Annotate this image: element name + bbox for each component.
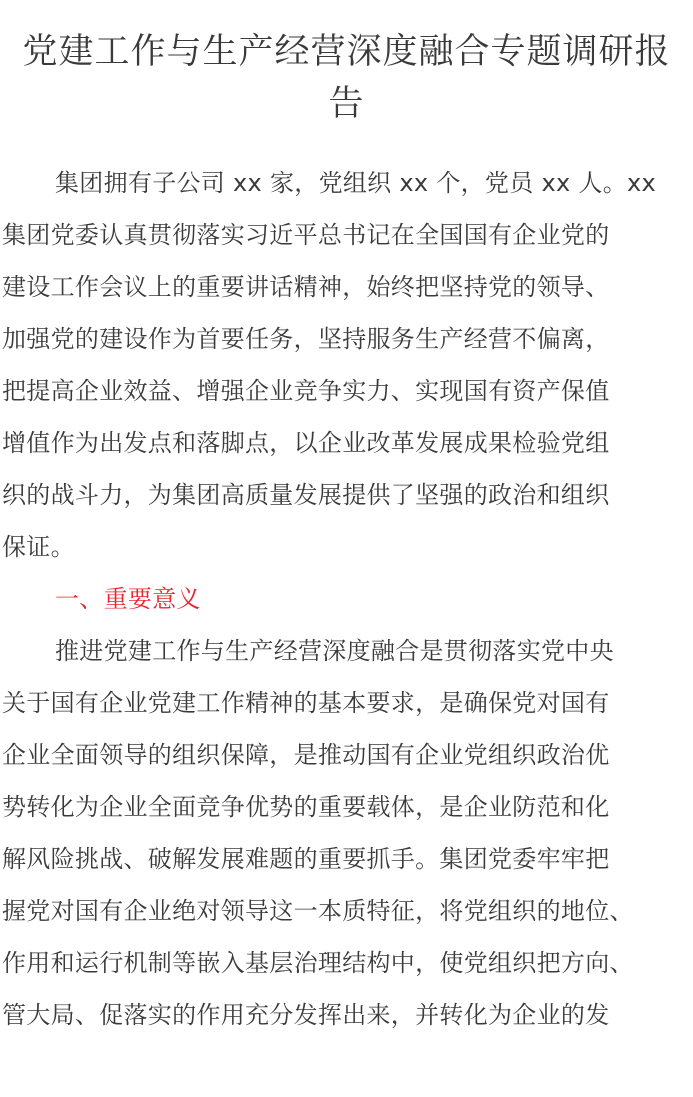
paragraph-line: 加强党的建设作为首要任务，坚持服务生产经营不偏离， <box>2 325 610 353</box>
paragraph-line: 集团党委认真贯彻落实习近平总书记在全国国有企业党的 <box>2 221 610 249</box>
paragraph-line: 关于国有企业党建工作精神的基本要求，是确保党对国有 <box>2 689 610 717</box>
title-line: 党建工作与生产经营深度融合专题调研报 <box>22 32 671 72</box>
paragraph-line: 解风险挑战、破解发展难题的重要抓手。集团党委牢牢把 <box>2 845 610 873</box>
paragraph-line: 保证。 <box>2 533 75 561</box>
paragraph-line: 势转化为企业全面竞争优势的重要载体，是企业防范和化 <box>2 793 610 821</box>
document-title <box>0 26 693 130</box>
section-heading: 一、重要意义 <box>55 585 201 613</box>
section-heading-block <box>2 573 692 625</box>
paragraph-line: 作用和运行机制等嵌入基层治理结构中，使党组织把方向、 <box>2 949 634 977</box>
paragraph-line: 集团拥有子公司 xx 家，党组织 xx 个，党员 xx 人。xx <box>55 169 656 197</box>
paragraph-intro <box>2 157 692 573</box>
paragraph-line: 把提高企业效益、增强企业竞争实力、实现国有资产保值 <box>2 377 610 405</box>
title-line: 告 <box>328 84 365 124</box>
paragraph-line: 建设工作会议上的重要讲话精神，始终把坚持党的领导、 <box>2 273 610 301</box>
paragraph-line: 织的战斗力，为集团高质量发展提供了坚强的政治和组织 <box>2 481 610 509</box>
paragraph-line: 增值作为出发点和落脚点，以企业改革发展成果检验党组 <box>2 429 610 457</box>
paragraph-significance <box>2 625 692 1041</box>
paragraph-line: 企业全面领导的组织保障，是推动国有企业党组织政治优 <box>2 741 610 769</box>
paragraph-line: 管大局、促落实的作用充分发挥出来，并转化为企业的发 <box>2 1001 610 1029</box>
paragraph-line: 握党对国有企业绝对领导这一本质特征，将党组织的地位、 <box>2 897 634 925</box>
paragraph-line: 推进党建工作与生产经营深度融合是贯彻落实党中央 <box>55 637 614 665</box>
